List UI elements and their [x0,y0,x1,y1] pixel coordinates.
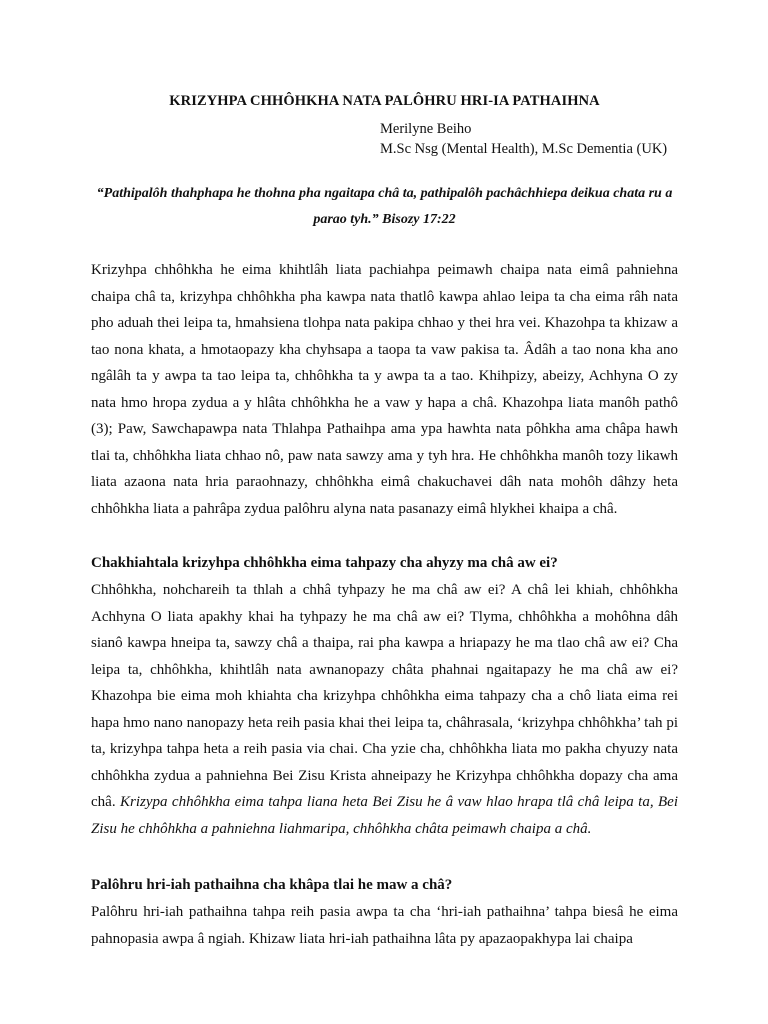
section-heading-2: Palôhru hri-iah pathaihna cha khâpa tlai he maw a châ? [91,877,453,893]
author-name: Merilyne Beiho [380,121,472,137]
author-credentials: M.Sc Nsg (Mental Health), M.Sc Dementia (UK) [380,140,668,157]
section-1-text: Chhôhkha, nohchareih ta thlah a chhâ tyhpazy he ma châ aw ei? A châ lei khiah, chhôhkha Achhyna O liata apakhy khai ha tyhpazy he ma châ aw ei? Tlyma, chhôhkha a mohôhna dâh sianô kawpa hneipa ta, sawzy châ a thaipa, rai pha kawpa a hriapazy he ma tlao châ aw ei? Cha leipa ta, chhôhkha, khihtlâh nata awnanopazy châta phahnai ngaitapazy he ma châ aw ei? Khazohpa bie eima moh khiahta cha krizyhpa chhôhkha eima tahpazy cha a chô liata eima rei hapa hmo nano nanopazy heta reih pasia khai thei leipa ta, châhrasala, ‘krizyhpa chhôhkha’ tah pi ta, krizyhpa tahpa heta a reih pasia via chai. Cha yzie cha, chhôhkha liata mo pakha chyuzy nata chhôhkha zydua a pahniehna Bei Zisu Krista ahneipazy he Krizyhpa chhôhkha dopazy cha ama châ. [91,582,678,810]
intro-paragraph: Krizyhpa chhôhkha he eima khihtlâh liata pachiahpa peimawh chaipa nata eimâ pahniehna chaipa châ ta, krizyhpa chhôhkha pha kawpa nata thatlô kawpa ahlao leipa ta cha eima râh nata pho aduah thei leipa ta, hmahsiena tlohpa nata pakipa chhao y thei hra vei. Khazohpa ta khizaw a tao nona khata, a hmotaopazy kha chyhsapa a taopa ta vaw pakisa ta. Âdâh a tao nona kha ano ngâlâh ta y awpa ta tao leipa ta, chhôhkha ta y awpa ta a tao. Khihpizy, abeizy, Achhyna O zy nata hmo hropa zydua a y hlâta chhôhkha he a vaw y hapa a châ. Khazohpa liata manôh pathô (3); Paw, Sawchapawpa nata Thlahpa Pathaihpa ama ypa hawhta nata pôhkha ama châpa hawh tlai ta, chhôhkha liata chhao nô, paw nata sawzy ama y tyh hra. He chhôhkha manôh tozy likawh liata azaona nata hria paraohnazy, chhôhkha eimâ chakuchavei dâh nata mohôh dâhzy heta chhôhkha liata a pahrâpa zydua palôhru alyna nata pasanazy eimâ hlykhei khaipa a châ. [91,262,678,517]
section-heading-1: Chakhiahtala krizyhpa chhôhkha eima tahpazy cha ahyzy ma châ aw ei? [91,555,558,571]
epigraph: “Pathipalôh thahphapa he thohna pha ngaitapa châ ta, pathipalôh pachâchhiepa deikua chata ru a parao tyh.” Bisozy 17:22 [96,186,673,227]
section-2-paragraph: Palôhru hri-iah pathaihna tahpa reih pasia awpa ta cha ‘hri-iah pathaihna’ tahpa biesâ he eima pahnopasia awpa â ngiah. Khizaw liata hri-iah pathaihna lâta py apazaopakhypa lai chaipa [91,904,678,947]
section-1-italic-text: Krizypa chhôhkha eima tahpa liana heta Bei Zisu he â vaw hlao hrapa tlâ châ leipa ta, Bei Zisu he chhôhkha a pahniehna liahmaripa, chhôhkha châta peimawh chaipa a châ. [91,794,678,837]
author-block [380,120,667,159]
section-1-paragraph [91,577,678,842]
document-title: KRIZYHPA CHHÔHKHA NATA PALÔHRU HRI-IA PATHAIHNA [169,93,600,109]
